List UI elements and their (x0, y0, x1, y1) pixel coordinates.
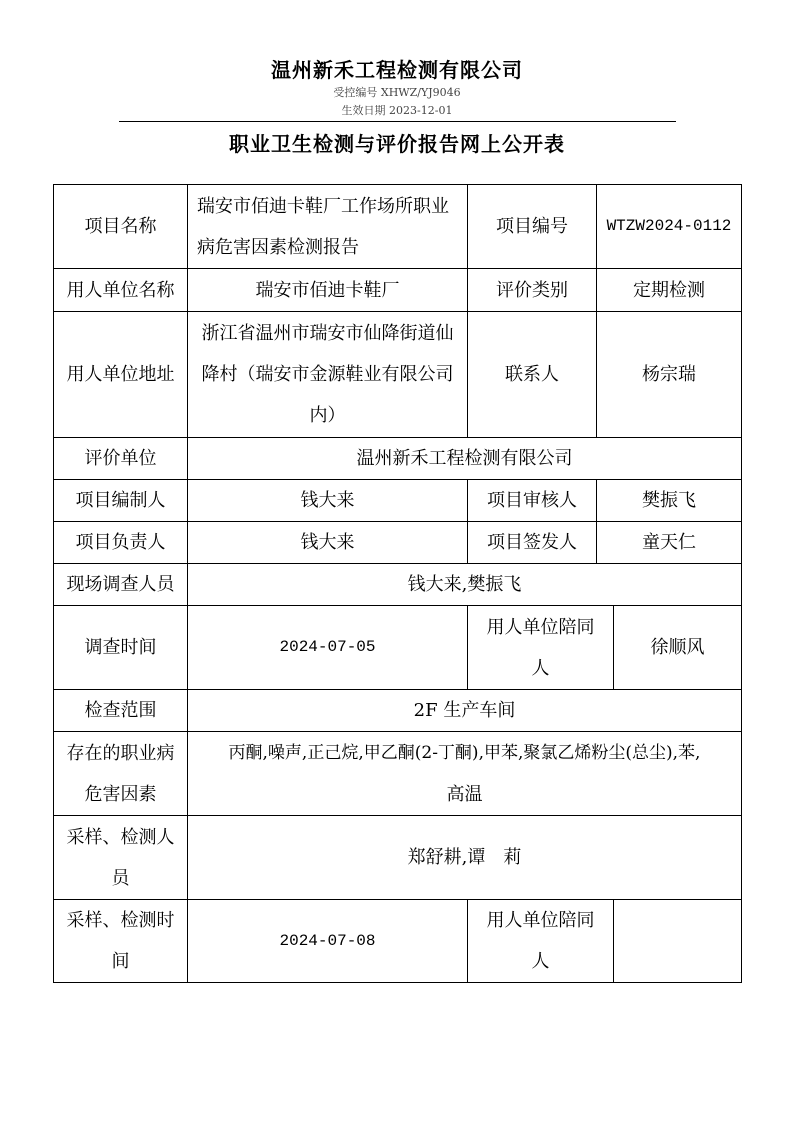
contact-label (467, 311, 597, 438)
cell-text: 检查范围 (84, 700, 157, 721)
cell-text: 评价单位 (84, 448, 157, 469)
project-name-value (187, 184, 468, 269)
cell-text-line: 存在的职业病 (66, 742, 175, 764)
compiler-value (187, 479, 468, 522)
sampling-escort-label (467, 899, 614, 983)
survey-time-label (53, 605, 188, 690)
cell-text: WTZW2024-0112 (606, 217, 732, 235)
survey-escort-value (613, 605, 742, 690)
evaluation-type-value (596, 268, 742, 312)
cell-text-line: 高温 (446, 783, 483, 805)
cell-text: 2024-07-08 (279, 931, 376, 950)
issuer-value (596, 521, 742, 564)
cell-text-line: 用人单位陪同 (486, 910, 595, 931)
evaluator-value (187, 437, 742, 480)
project-lead-label (53, 521, 188, 564)
cell-text: 杨宗瑞 (642, 364, 696, 385)
cell-text: 项目编制人 (75, 490, 166, 511)
cell-text-line: 用人单位陪同 (486, 616, 595, 638)
cell-text: 联系人 (505, 364, 559, 385)
inspection-scope-value (187, 689, 742, 732)
cell-text-line: 间 (111, 951, 130, 972)
cell-text-line: 丙酮,噪声,正己烷,甲乙酮(2-丁酮),甲苯,聚氯乙烯粉尘(总尘),苯, (228, 742, 701, 763)
cell-text: 评价类别 (496, 279, 568, 301)
cell-text-line: 危害因素 (84, 783, 157, 805)
project-name-label (53, 184, 188, 269)
cell-text: 用人单位地址 (66, 364, 175, 385)
cell-text-line: 内） (309, 405, 346, 426)
cell-text-line: 人 (531, 657, 550, 679)
cell-text: 童天仁 (642, 532, 696, 553)
cell-text: 钱大来 (300, 532, 355, 553)
cell-text-line: 人 (531, 951, 550, 972)
sampling-time-label (53, 899, 188, 983)
cell-text: 徐顺风 (650, 637, 705, 658)
cell-text-line: 病危害因素检测报告 (197, 236, 359, 258)
effective-date: 生效日期 2023-12-01 (341, 104, 453, 117)
sampling-staff-value (187, 815, 742, 900)
cell-text: 项目名称 (84, 216, 157, 237)
cell-text-line: 降村（瑞安市金源鞋业有限公司 (201, 364, 454, 385)
cell-text: 2F 生产车间 (413, 700, 516, 721)
survey-staff-label (53, 563, 188, 606)
cell-text-line: 采样、检测时 (66, 910, 175, 931)
cell-text: 钱大来 (300, 490, 355, 511)
company-name: 温州新禾工程检测有限公司 (271, 58, 523, 82)
inspection-scope-label (53, 689, 188, 732)
cell-text: 定期检测 (633, 279, 705, 301)
sampling-time-value (187, 899, 468, 983)
cell-text: 钱大来,樊振飞 (407, 574, 522, 595)
cell-text: 现场调查人员 (66, 574, 175, 595)
reviewer-label (467, 479, 597, 522)
project-number-value (596, 184, 742, 269)
cell-text: 项目签发人 (487, 532, 577, 553)
cell-text: 项目审核人 (487, 490, 577, 511)
evaluation-type-label (467, 268, 597, 312)
cell-text-line: 采样、检测人 (66, 826, 175, 848)
cell-text: 温州新禾工程检测有限公司 (356, 448, 573, 469)
cell-text: 2024-07-05 (279, 638, 376, 656)
cell-text-line: 瑞安市佰迪卡鞋厂工作场所职业 (197, 195, 449, 217)
cell-text: 樊振飞 (642, 490, 696, 511)
sampling-escort-value (613, 899, 742, 983)
cell-text: 用人单位名称 (66, 279, 175, 301)
project-number-label (467, 184, 597, 269)
evaluator-label (53, 437, 188, 480)
project-lead-value (187, 521, 468, 564)
cell-text: 调查时间 (84, 637, 157, 658)
hazard-factors-value (187, 731, 742, 816)
cell-text: 项目编号 (496, 216, 568, 237)
contact-value (596, 311, 742, 438)
survey-escort-label (467, 605, 614, 690)
cell-text: 瑞安市佰迪卡鞋厂 (255, 279, 400, 301)
employer-address-value (187, 311, 468, 438)
control-number: 受控编号 XHWZ/YJ9046 (333, 86, 461, 99)
issuer-label (467, 521, 597, 564)
cell-text-line: 员 (111, 867, 130, 889)
cell-text-line: 浙江省温州市瑞安市仙降街道仙 (201, 323, 454, 344)
compiler-label (53, 479, 188, 522)
hazard-factors-label (53, 731, 188, 816)
reviewer-value (596, 479, 742, 522)
survey-time-value (187, 605, 468, 690)
disclosure-table (53, 184, 743, 984)
employer-address-label (53, 311, 188, 438)
employer-name-value (187, 268, 468, 312)
employer-name-label (53, 268, 188, 312)
cell-text: 郑舒耕,谭 莉 (407, 847, 522, 868)
header-rule (119, 121, 676, 122)
sampling-staff-label (53, 815, 188, 900)
survey-staff-value (187, 563, 742, 606)
table-title: 职业卫生检测与评价报告网上公开表 (229, 132, 565, 156)
cell-text: 项目负责人 (75, 532, 166, 553)
